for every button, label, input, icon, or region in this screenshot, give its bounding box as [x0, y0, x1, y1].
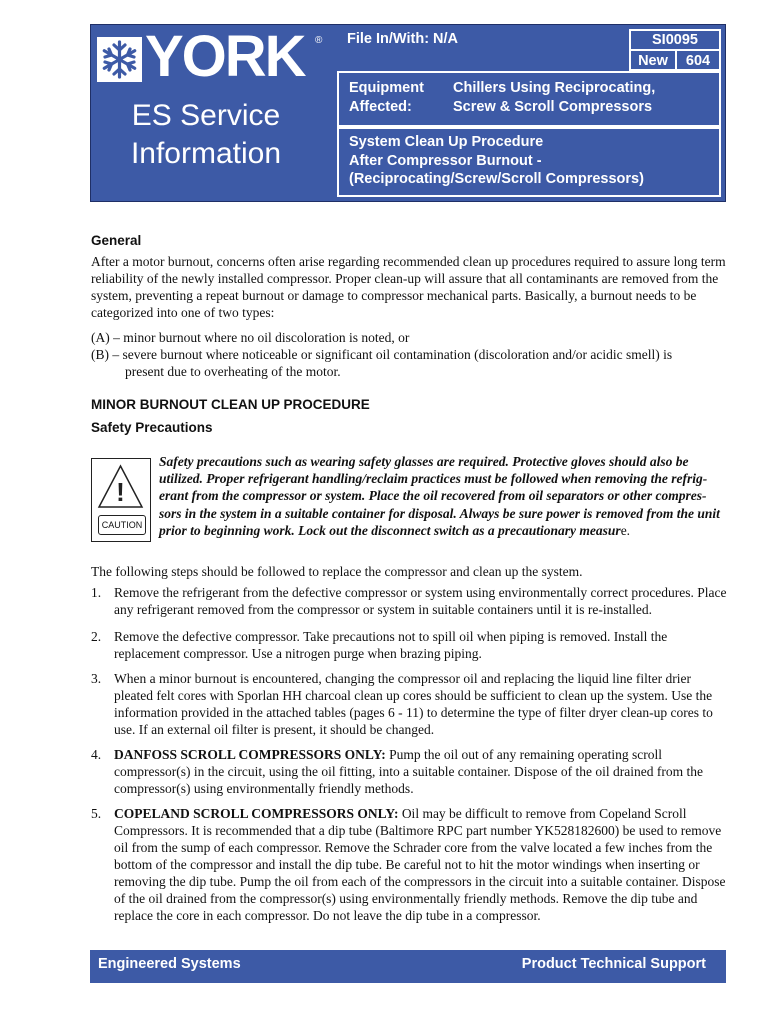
- document-type-title: [91, 97, 321, 173]
- footer-left-text: Engineered Systems: [98, 956, 241, 972]
- subject-line-1: System Clean Up Procedure: [349, 134, 544, 150]
- step-item: [91, 584, 727, 618]
- footer-right-text: Product Technical Support: [521, 956, 706, 972]
- step-item: [91, 805, 727, 924]
- step-text: [114, 805, 727, 924]
- si-code: SI0095: [631, 31, 719, 51]
- safety-precautions-text: [159, 453, 727, 539]
- step-text: [114, 584, 727, 618]
- step-body: Oil may be difficult to remove from Copeland Scroll Compressors. It is recommended that a dip tube (Baltimore RPC part number YK528182600) be used to remove oil from the sump of each compressor. Remove the Schrader core from the valve located a few inches from the bottom of the compressor and install the dip tube. Be careful not to hit the motor windings when inserting or removing the dip tube. Pump the oil from each of the compressors in the circuit into a suitable container. Dispose of the oil drained from the compressor(s) using environmentally friendly methods. Remove the dip tube and replace the core in each compressor. Do not leave the dip tube in a compressor.: [114, 806, 726, 923]
- equipment-affected-box: [337, 71, 721, 127]
- document-header: [90, 24, 726, 202]
- equipment-value-line-2: Screw & Scroll Compressors: [453, 99, 653, 115]
- equipment-label-line-1: Equipment: [349, 80, 424, 96]
- file-in-with-label: File In/With: N/A: [347, 31, 459, 47]
- step-body: Remove the refrigerant from the defective compressor or system using environmentally correct procedures. Place any refrigerant removed from the compressor or system in suitable containers until it is re-installed.: [114, 585, 727, 617]
- step-text: [114, 670, 727, 738]
- caution-sign: [91, 458, 151, 542]
- status-badge: New: [631, 51, 677, 71]
- burnout-type-b-line-2: present due to overheating of the motor.: [125, 364, 341, 379]
- caution-label: CAUTION: [98, 515, 146, 535]
- step-number: 4.: [91, 747, 102, 762]
- step-body: When a minor burnout is encountered, changing the compressor oil and replacing the liquid line filter drier pleated felt cores with Sporlan HH charcoal clean up cores should be sufficient to clean up the system. Use the information provided in the attached tables (pages 6 - 11) to determine the type of filter dryer clean-up cores to use. If an external oil filter is present, it should be changed.: [114, 671, 713, 737]
- step-number: 3.: [91, 671, 102, 686]
- equipment-label-line-2: Affected:: [349, 99, 412, 115]
- registered-mark: ®: [315, 35, 323, 46]
- subject-text: [349, 133, 644, 189]
- subject-line-3: (Reciprocating/Screw/Scroll Compressors): [349, 171, 644, 187]
- title-line-2: Information: [130, 137, 282, 170]
- burnout-type-a: (A) – minor burnout where no oil discoloration is noted, or: [91, 330, 410, 345]
- step-number: 5.: [91, 806, 102, 821]
- equipment-label: [349, 79, 424, 117]
- burnout-type-b: [91, 346, 711, 380]
- title-line-1: ES Service: [131, 99, 281, 132]
- safety-text-end: e.: [620, 522, 631, 538]
- step-number: 2.: [91, 629, 102, 644]
- steps-intro: The following steps should be followed to replace the compressor and clean up the system.: [91, 564, 583, 579]
- york-logo: [97, 24, 327, 89]
- logo-area: [91, 25, 334, 201]
- equipment-value-line-1: Chillers Using Reciprocating,: [453, 80, 656, 96]
- caution-symbol: !: [116, 477, 125, 507]
- safety-text-main: Safety precautions such as wearing safety glasses are required. Protective gloves should also be utilized. Proper refrigerant handling/reclaim practices must be followed when removing the refrig-erant from the compressor or system. Place the oil recovered from oil separators or other compres-sors in the system in a suitable container for disposal. Always be sure power is removed from the unit prior to beginning work. Lock out the disconnect switch as a precautionary measur: [159, 454, 720, 538]
- status-number: 604: [685, 53, 711, 69]
- burnout-type-b-line-1: (B) – severe burnout where noticeable or significant oil contamination (discoloration and/or acidic smell) is: [91, 347, 673, 362]
- safety-precautions-heading: Safety Precautions: [91, 420, 213, 435]
- snowflake-icon: [97, 37, 142, 82]
- step-item: [91, 670, 727, 738]
- step-bold-lead: DANFOSS SCROLL COMPRESSORS ONLY:: [114, 747, 386, 762]
- document-footer: [90, 950, 726, 983]
- step-text: [114, 628, 727, 662]
- general-heading: General: [91, 233, 142, 248]
- subject-line-2: After Compressor Burnout -: [349, 152, 542, 169]
- equipment-value: [453, 79, 655, 117]
- step-bold-lead: COPELAND SCROLL COMPRESSORS ONLY:: [114, 806, 399, 821]
- subject-box: [337, 127, 721, 197]
- step-body: Remove the defective compressor. Take precautions not to spill oil when piping is removed. Install the replacement compressor. Use a nitrogen purge when brazing piping.: [114, 629, 668, 661]
- file-in-with-box: [337, 27, 723, 72]
- warning-triangle-icon: [92, 459, 149, 515]
- step-text: [114, 746, 727, 797]
- step-number: 1.: [91, 585, 102, 600]
- step-item: [91, 746, 727, 797]
- general-paragraph: After a motor burnout, concerns often arise regarding recommended clean up procedures required to assure long term reliability of the newly installed compressor. Proper clean-up will assure that all contaminants are removed from the system, preventing a repeat burnout or damage to compressor mechanical parts. Basically, a burnout needs to be categorized into one of two types:: [91, 254, 726, 320]
- document-code-box: [629, 29, 721, 71]
- brand-wordmark: YORK: [145, 24, 305, 89]
- step-item: [91, 628, 727, 662]
- minor-burnout-heading: MINOR BURNOUT CLEAN UP PROCEDURE: [91, 397, 370, 412]
- step-body: Pump the oil out of any remaining operating scroll compressor(s) in the circuit, using the oil fitting, into a suitable container. Dispose of the oil drained from the compressor(s) using environmentally friendly methods.: [114, 747, 703, 796]
